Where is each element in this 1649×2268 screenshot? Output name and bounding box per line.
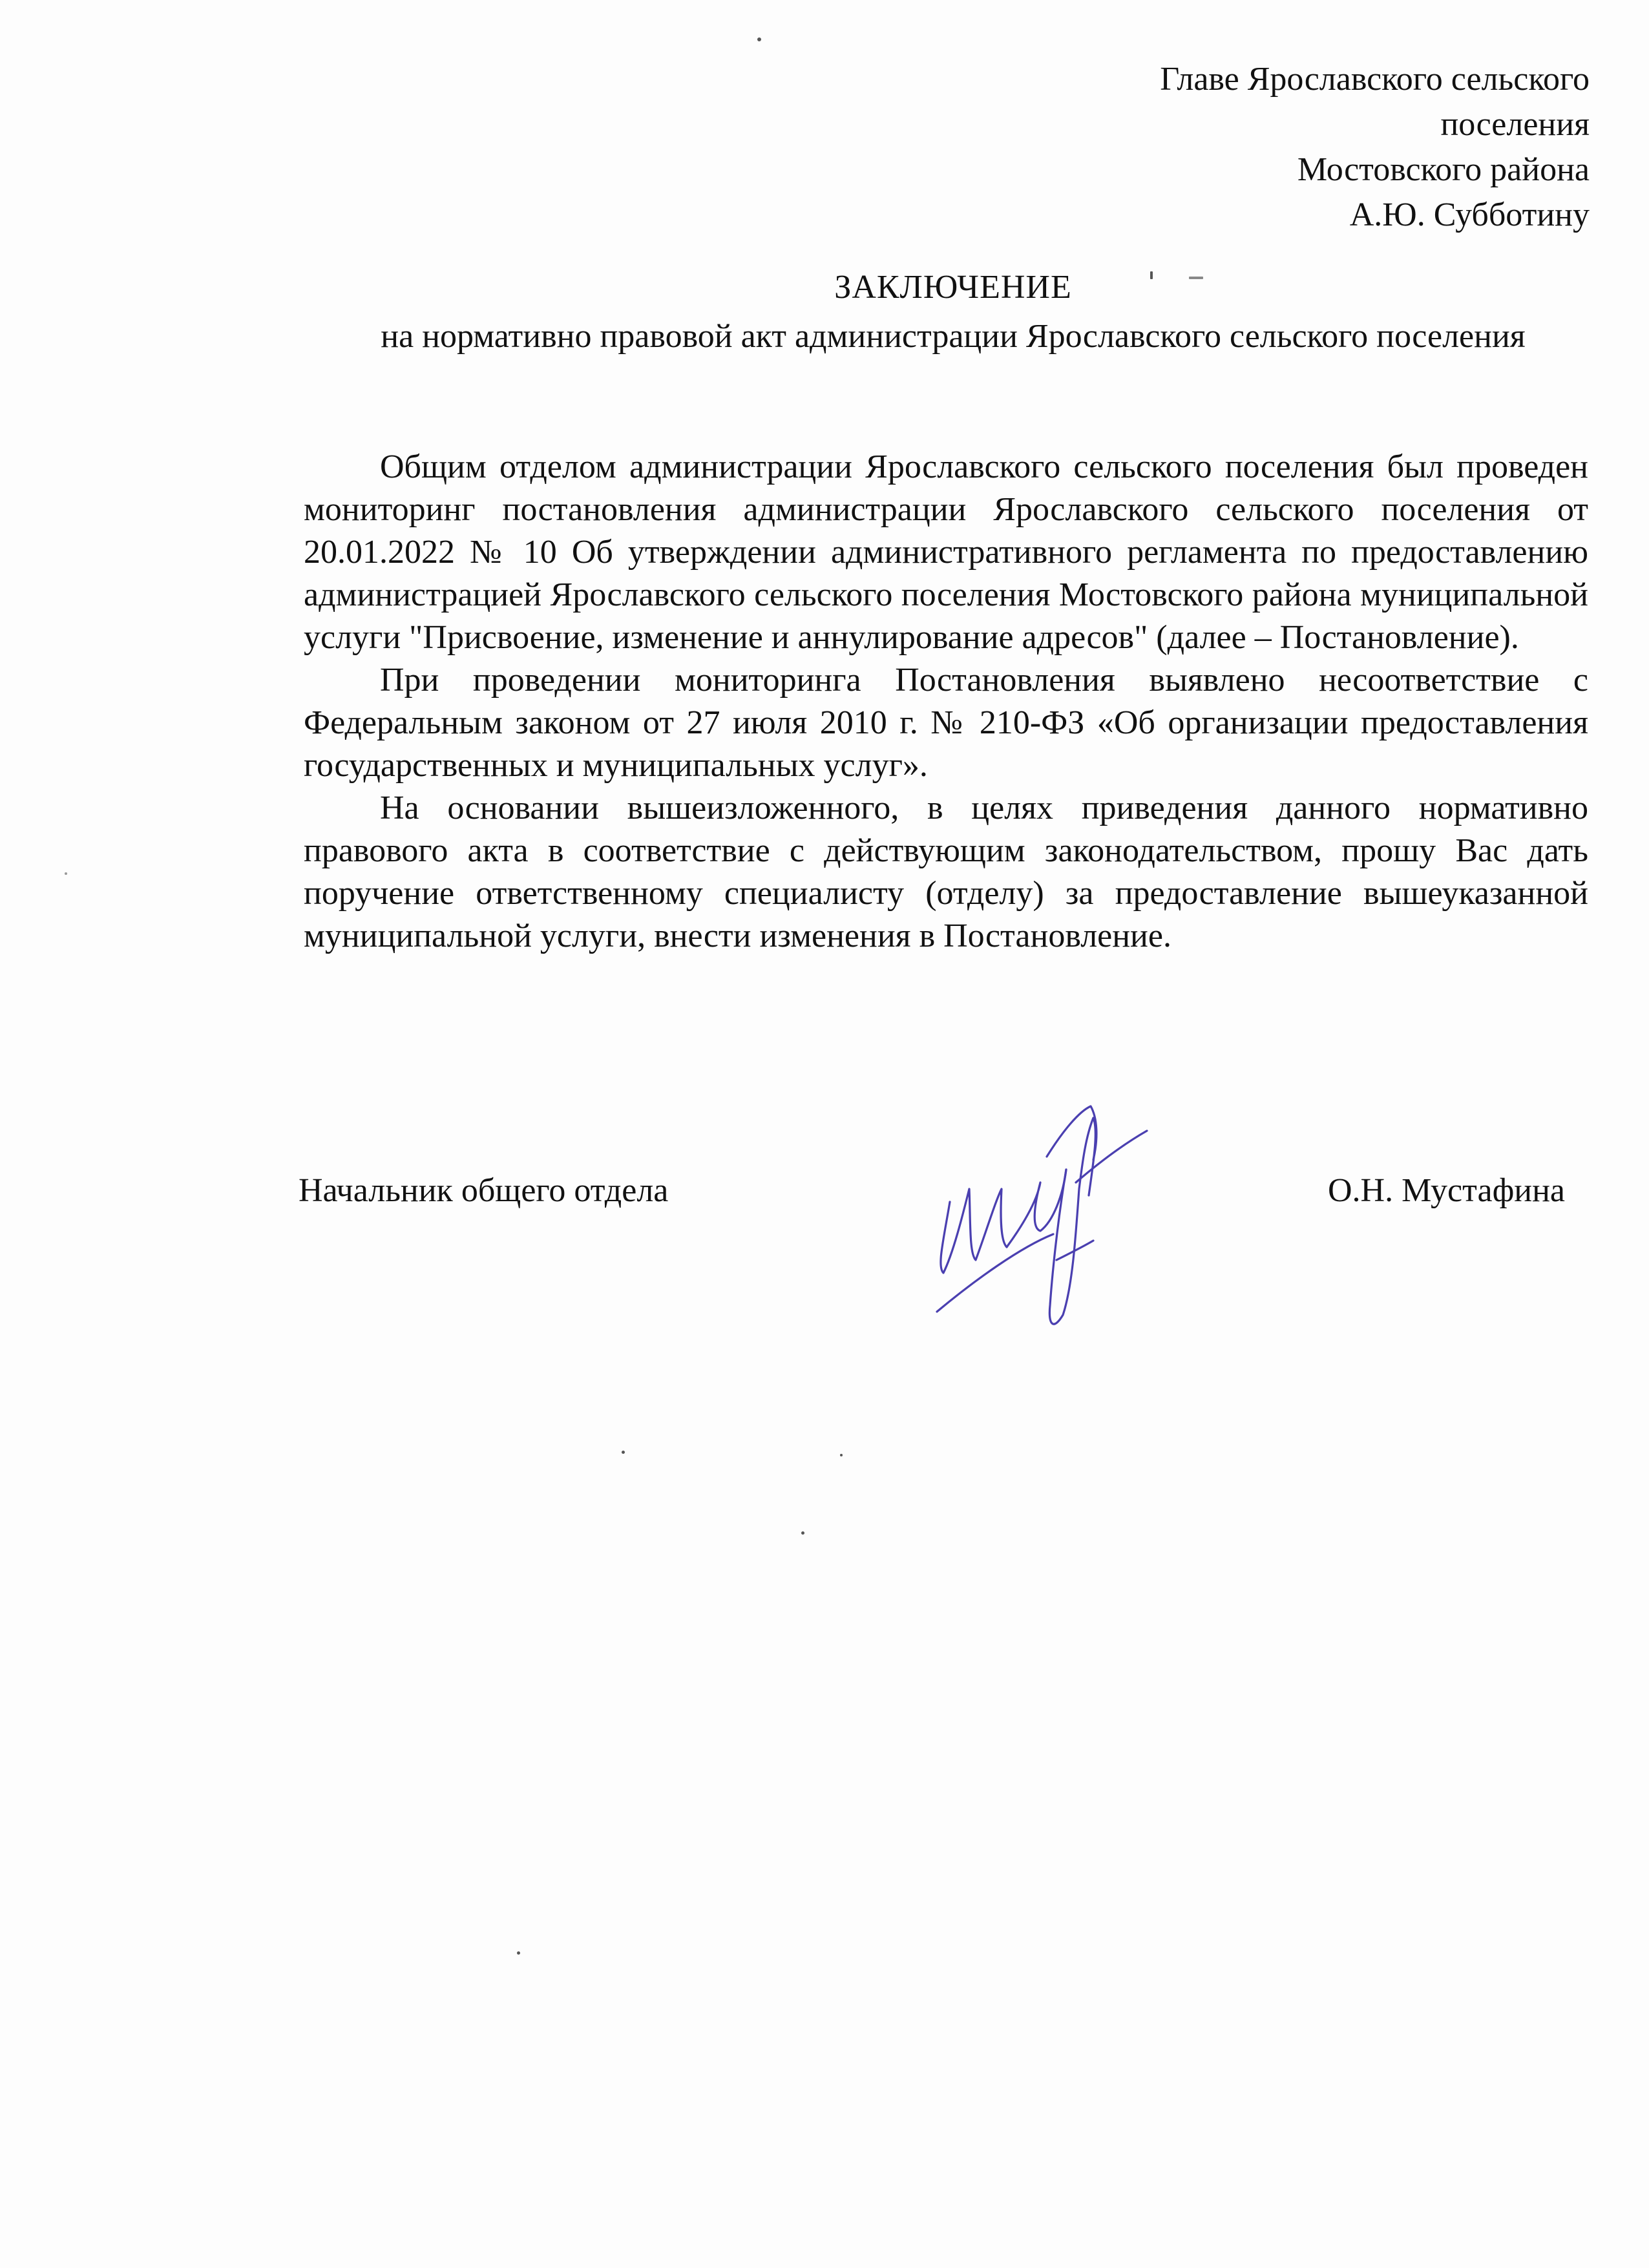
scan-speck [757,37,761,41]
scan-speck [622,1451,625,1454]
signer-name: О.Н. Мустафина [1328,1172,1565,1209]
addressee-line: поселения [1440,106,1590,143]
body-paragraph: При проведении мониторинга Постановления выявлено несоответствие с Федеральным законом от 27 июля 2010 г. № 210-ФЗ «Об организации предоставления государственных и муниципальных услуг». [304,662,1588,784]
addressee-name: А.Ю. Субботину [1349,196,1590,233]
scan-speck [1150,271,1153,279]
addressee-line: Мостовского района [1297,151,1590,188]
signer-position: Начальник общего отдела [299,1172,669,1209]
scan-speck [840,1454,843,1456]
scan-speck [65,872,67,875]
body-paragraph: Общим отделом администрации Ярославского сельского поселения был проведен мониторинг постановления администрации Ярославского сельского поселения от 20.01.2022 № 10 Об утверждении административного регламента по предоставлению администрацией Ярославского сельского поселения Мостовского района муниципальной услуги "Присвоение, изменение и аннулирование адресов" (далее – Постановление). [304,448,1588,656]
addressee-line: Главе Ярославского сельского [1160,61,1590,98]
document-subtitle: на нормативно правовой акт администрации Ярославского сельского поселения [381,318,1526,355]
scan-speck [801,1531,804,1535]
handwritten-signature-icon [924,1092,1157,1338]
document-body [304,446,1588,958]
scan-speck [1189,277,1203,279]
document-title: ЗАКЛЮЧЕНИЕ [834,269,1072,306]
body-paragraph: На основании вышеизложенного, в целях приведения данного нормативно правового акта в соответствие с действующим законодательством, прошу Вас дать поручение ответственному специалисту (отделу) за предоставление вышеуказанной муниципальной услуги, внести изменения в Постановление. [304,790,1588,954]
addressee-block [1008,57,1590,238]
scan-speck [517,1951,520,1955]
